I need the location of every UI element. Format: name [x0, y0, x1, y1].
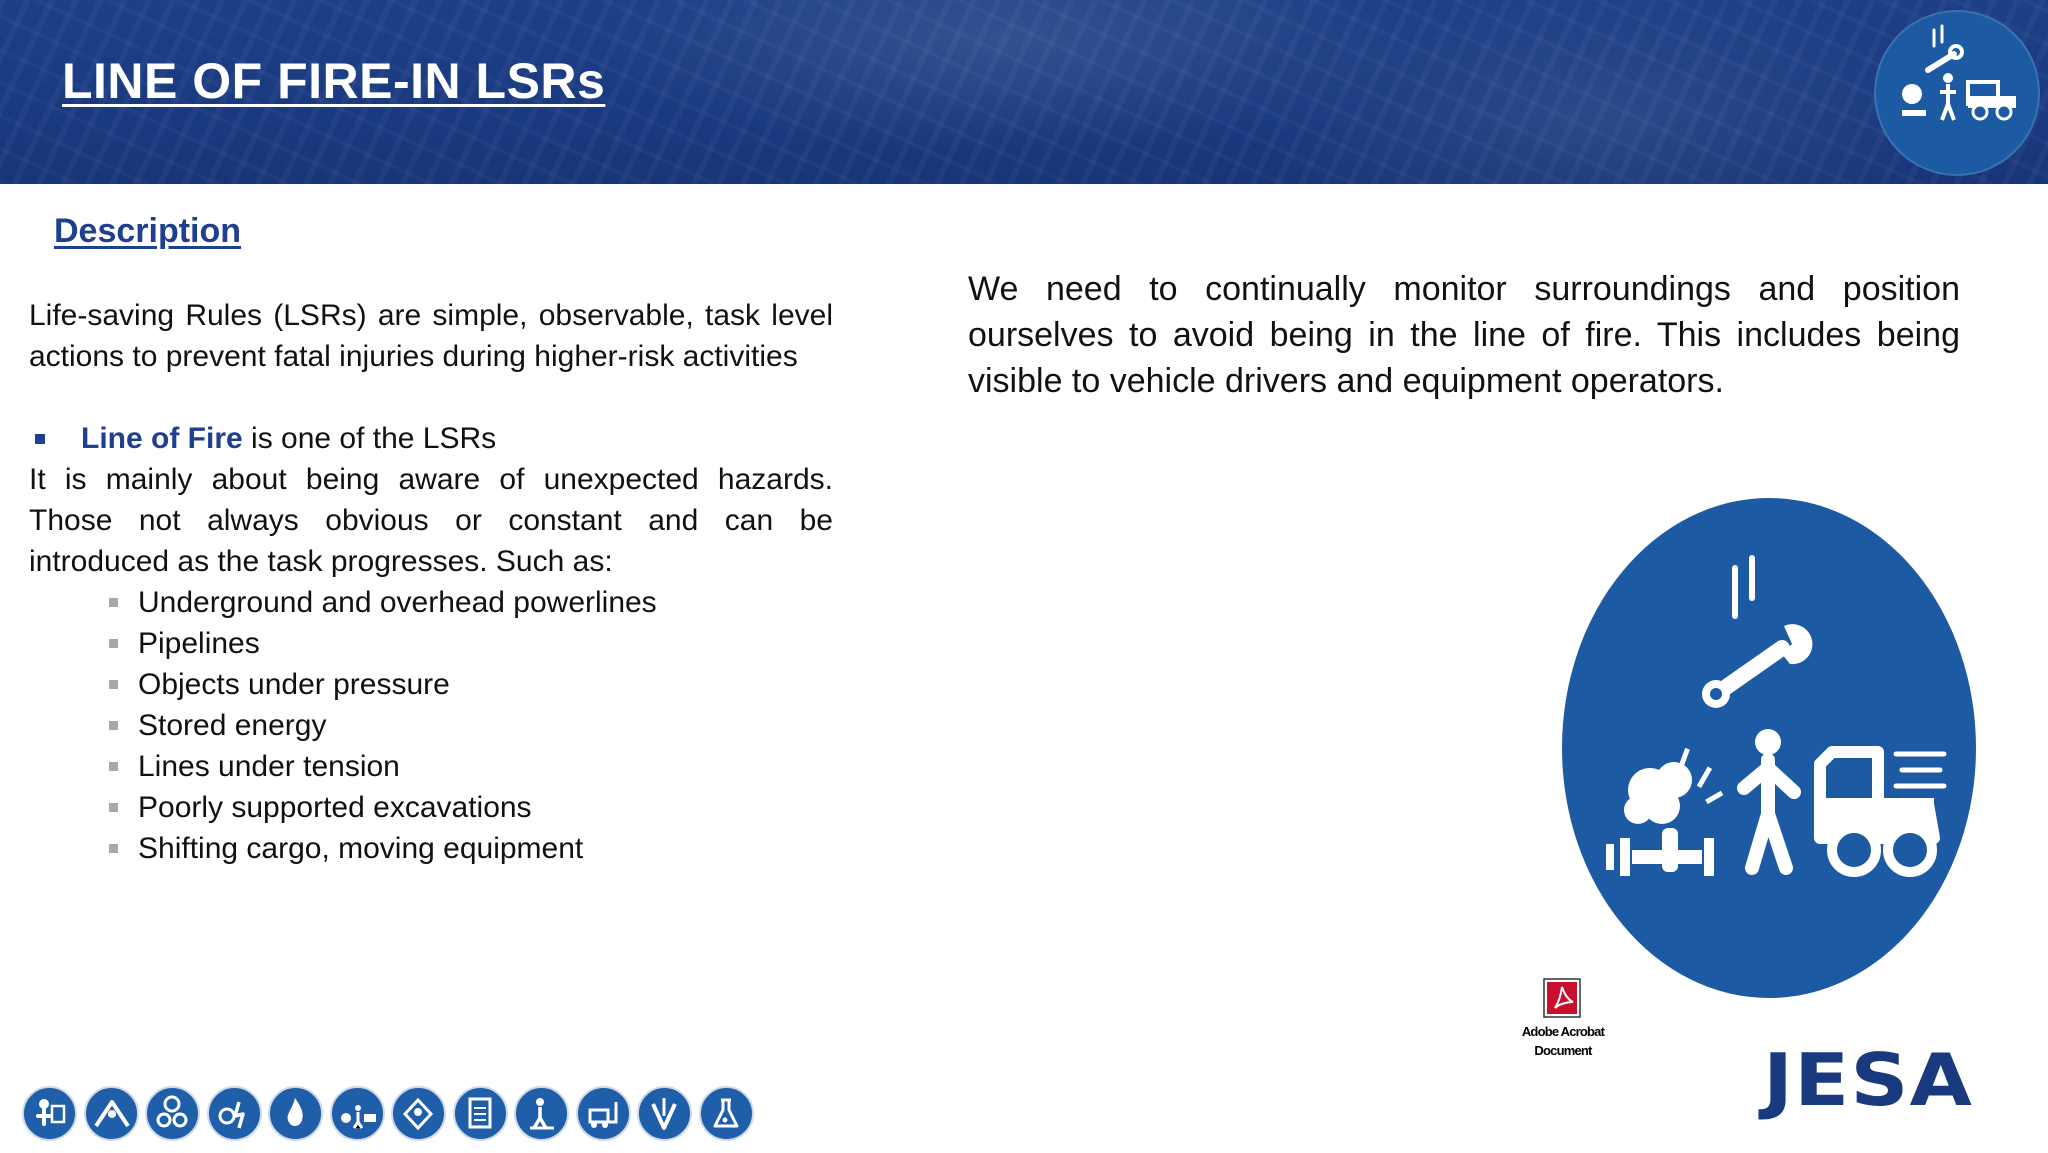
list-item: Lines under tension	[109, 746, 833, 787]
list-item: Poorly supported excavations	[109, 787, 833, 828]
bullet-rest-text: is one of the LSRs	[242, 422, 497, 455]
list-item: Objects under pressure	[109, 664, 833, 705]
list-item: Pipelines	[109, 623, 833, 664]
pdf-icon[interactable]	[1543, 978, 1581, 1018]
line-of-fire-icon	[330, 1086, 385, 1141]
list-item: Stored energy	[109, 705, 833, 746]
energy-isolation-icon	[207, 1086, 262, 1141]
hazards-paragraph: It is mainly about being aware of unexpected hazards. Those not always obvious or constant and can be introduced as the task progresses. Such as:	[29, 463, 833, 578]
bypass-safety-icon	[145, 1086, 200, 1141]
bullet-icon	[109, 803, 118, 812]
square-bullet-icon	[35, 434, 45, 444]
bullet-icon	[109, 680, 118, 689]
bullet-icon	[109, 762, 118, 771]
line-of-fire-term: Line of Fire	[81, 422, 243, 455]
line-of-fire-large-icon	[1562, 498, 1976, 998]
footer-icon-row	[22, 1086, 754, 1142]
list-item: Underground and overhead powerlines	[109, 582, 833, 623]
worker-permit-icon	[22, 1086, 77, 1141]
page-title: LINE OF FIRE-IN LSRs	[62, 53, 606, 109]
line-of-fire-bullet	[29, 418, 833, 459]
mobile-equipment-icon	[576, 1086, 631, 1141]
bullet-icon	[109, 844, 118, 853]
hazard-list	[29, 582, 833, 869]
fall-protection-icon	[84, 1086, 139, 1141]
safe-work-plan-icon	[453, 1086, 508, 1141]
monitoring-paragraph: We need to continually monitor surroundings and position ourselves to avoid being in the line of fire. This includes being visible to vehicle drivers and equipment operators.	[968, 270, 1960, 400]
description-heading: Description	[54, 212, 242, 250]
list-item: Shifting cargo, moving equipment	[109, 828, 833, 869]
description-column	[29, 295, 833, 869]
working-at-height-icon	[514, 1086, 569, 1141]
intro-paragraph: Life-saving Rules (LSRs) are simple, observable, task level actions to prevent fatal injuries during higher-risk activities	[29, 299, 833, 373]
excavation-icon	[637, 1086, 692, 1141]
header-banner	[0, 0, 2048, 184]
bullet-icon	[109, 639, 118, 648]
hot-work-icon	[268, 1086, 323, 1141]
confined-space-icon	[391, 1086, 446, 1141]
bullet-icon	[109, 598, 118, 607]
bullet-icon	[109, 721, 118, 730]
line-of-fire-badge-icon	[1874, 10, 2040, 176]
jesa-logo: JESA	[1763, 1038, 1974, 1122]
chemical-hazard-icon	[699, 1086, 754, 1141]
pdf-attachment-label[interactable]: Adobe Acrobat Document	[1521, 1024, 1605, 1058]
